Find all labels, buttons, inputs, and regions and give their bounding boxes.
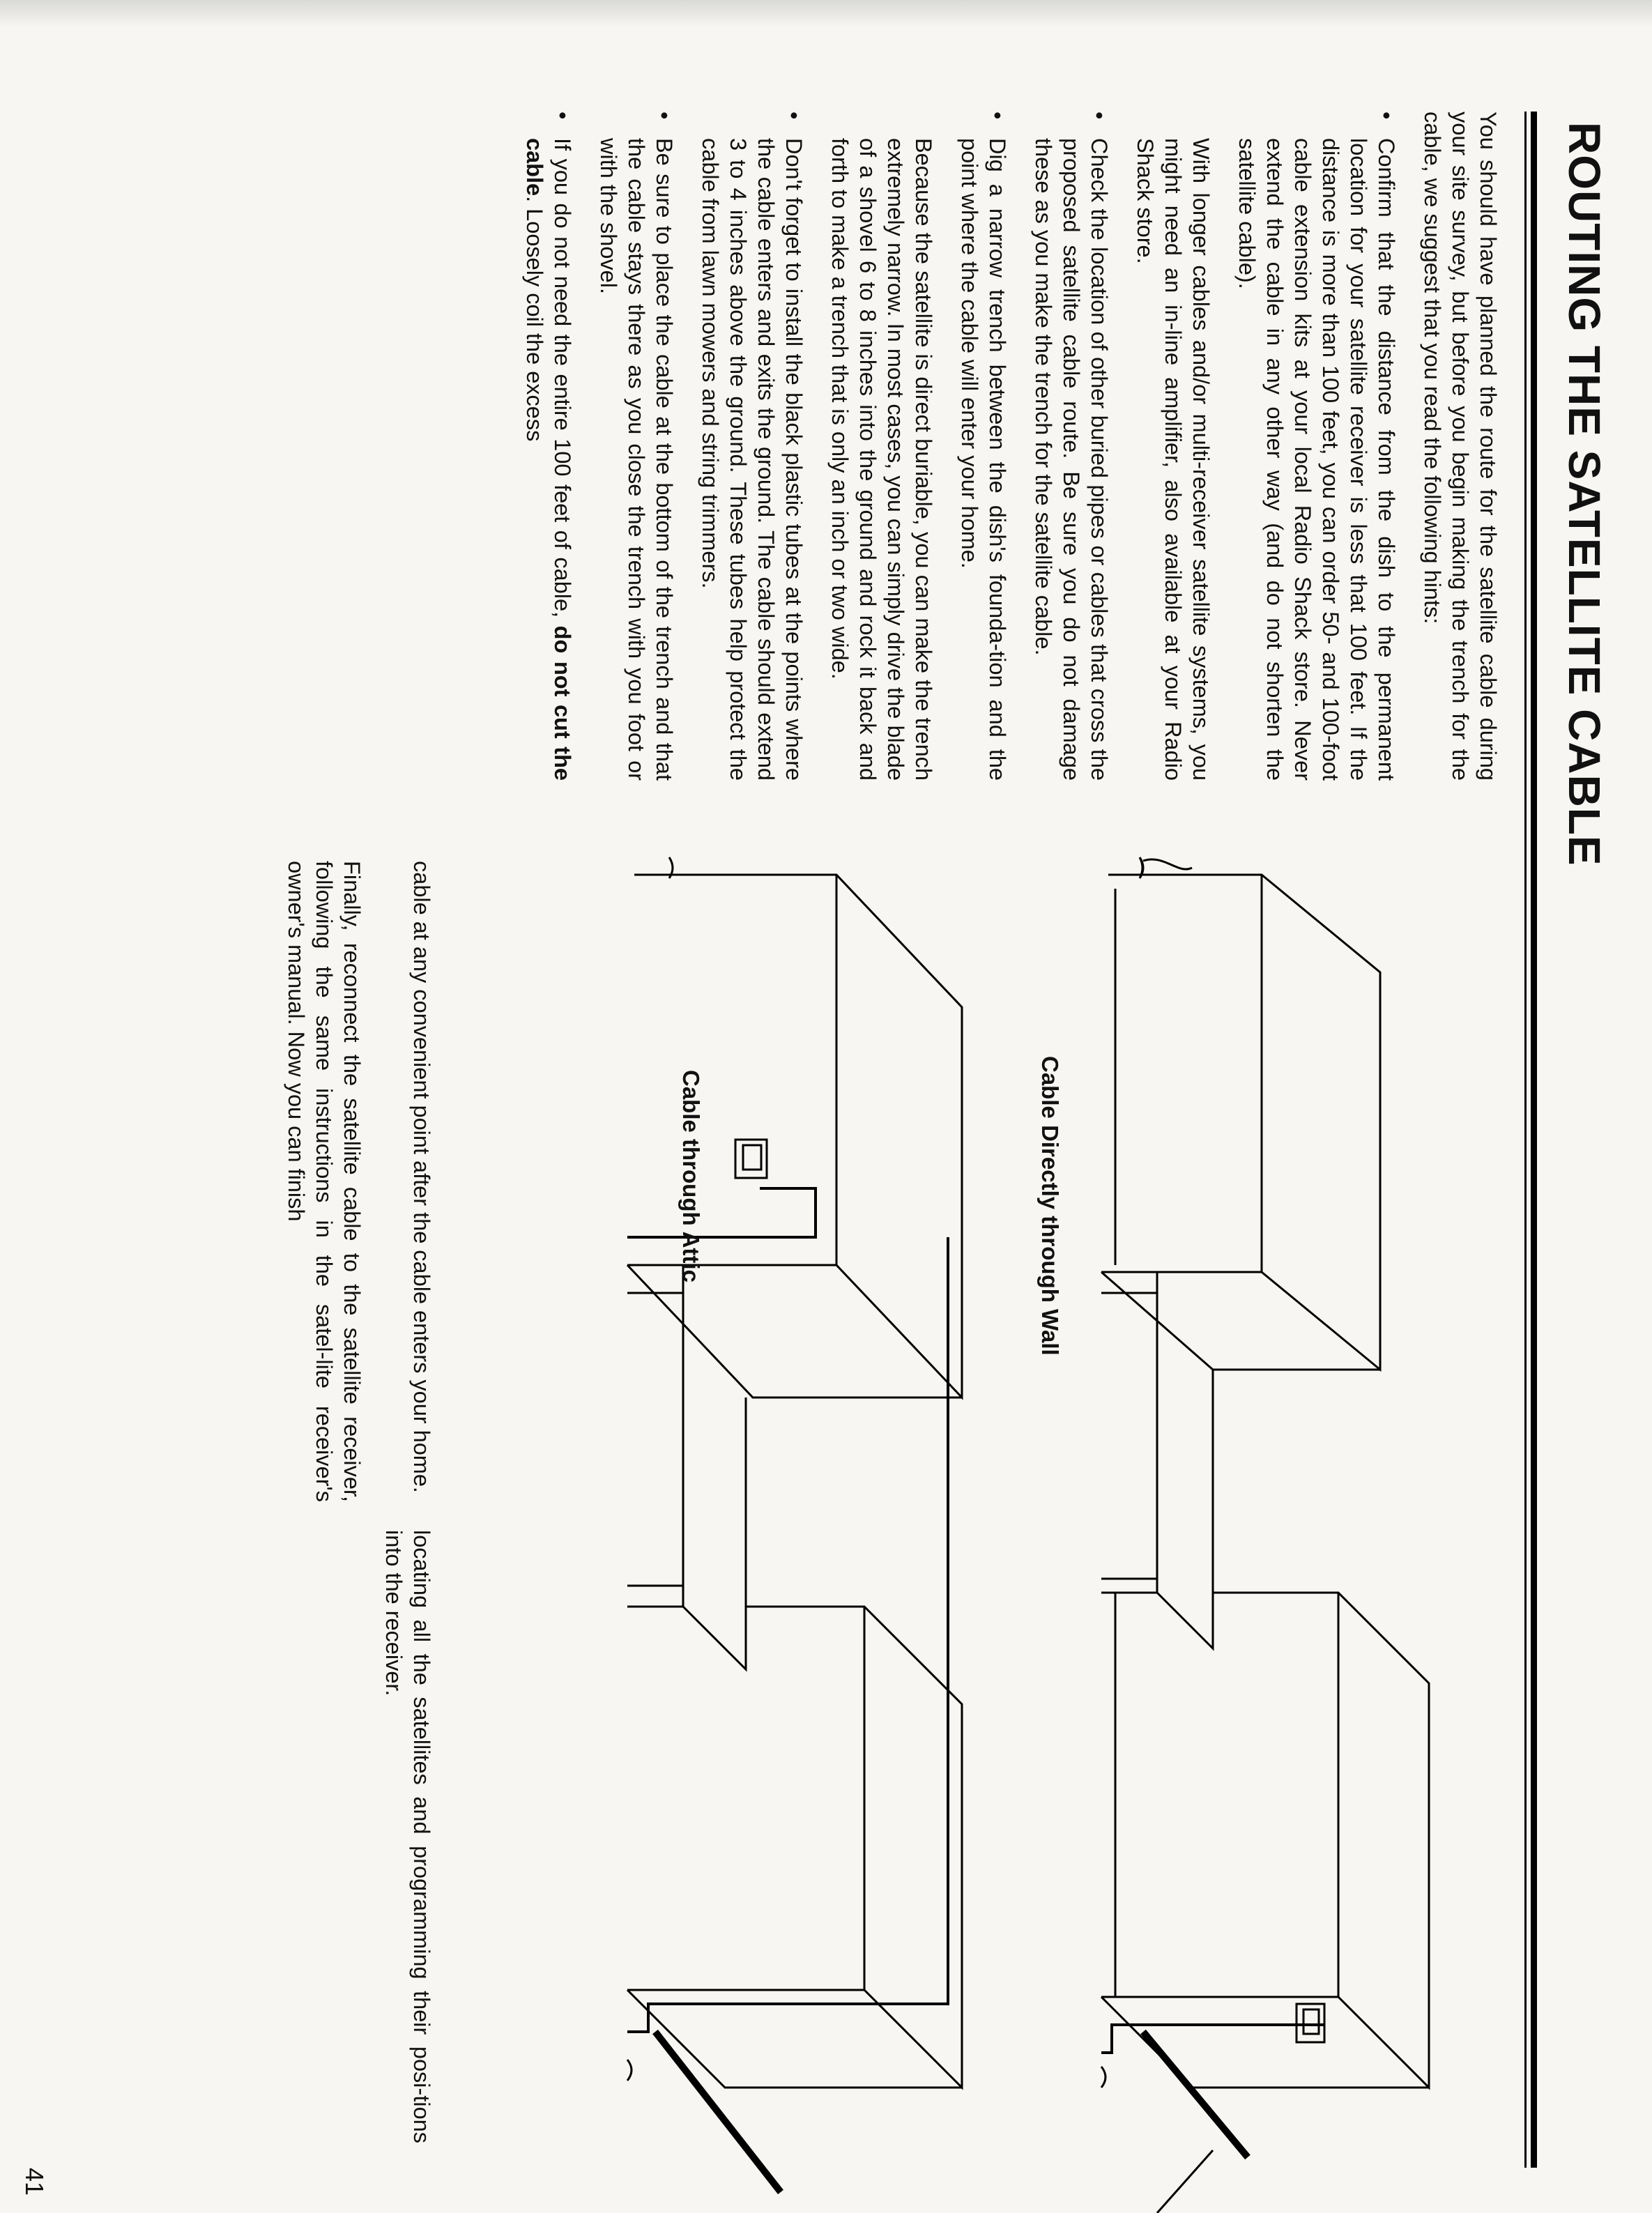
ground-tuft-right	[1101, 2067, 1106, 2088]
hint-dig-trench: • Dig a narrow trench between the dish's founda-tion and the point where the cable will enter your home.	[956, 112, 1011, 781]
porch-roof	[1101, 1272, 1213, 1648]
attic-cable-line	[627, 1188, 816, 1237]
porch-posts	[1101, 1293, 1157, 1579]
hint-do-not-cut-end: . Loosely coil the excess	[522, 196, 547, 442]
title-rule-thin	[1524, 112, 1527, 2168]
note-direct-buriable: Because the satellite is direct buriable, you can make the trench extremely narrow. In most cases, you can simply drive the blade of a shovel 6 to 8 inches into the ground and rock it back and forth to make a trench that is only an inch or two wide.	[827, 138, 936, 781]
dish-cable-end-icon	[1143, 859, 1192, 869]
tv-screen-icon	[1303, 2009, 1319, 2034]
caption-wall: Cable Directly through Wall	[1037, 1056, 1063, 1356]
caption-attic: Cable through Attic	[678, 1070, 704, 1282]
page-title: ROUTING THE SATELLITE CABLE	[1559, 122, 1609, 866]
hint-do-not-cut	[521, 112, 576, 781]
dish-antenna-icon	[1143, 2032, 1248, 2157]
hint-buried-pipes: • Check the location of other buried pipes or cables that cross the proposed satellite cable route. Be sure you do not damage these as you make the trench for the satellite cable.	[1030, 112, 1113, 781]
attic-cable-route	[627, 1237, 948, 2032]
hint-distance: • Confirm that the distance from the dish to the permanent location for your satellite receiver is less that 100 feet. If the distance is more than 100 feet, you can order 50- and 100-foot cable extension kits at your local Radio Shack store. Never extend the cable in any other way (and do not shorten the satellite cable).	[1233, 112, 1400, 781]
hint-do-not-cut-bold: do not cut the cable	[522, 138, 575, 781]
attic-house-1-walls	[627, 1265, 962, 1398]
diagram-cable-through-attic	[599, 847, 1046, 2213]
dish-arm	[1157, 2150, 1213, 2213]
left-column	[503, 112, 1502, 781]
intro-paragraph: You should have planned the route for the satellite cable during your site survey, but before you begin making the trench for the cable, we suggest that you read the following hints:	[1420, 112, 1501, 781]
finish-paragraph: locating all the satellites and programming their posi-tions into the receiver.	[381, 1530, 434, 2143]
note-longer-cables: With longer cables and/or multi-receiver satellite systems, you might need an in-line amplifier, also available at your Radio Shack store.	[1133, 138, 1214, 781]
page-number: 41	[20, 2168, 49, 2196]
house-1-roof	[1108, 875, 1380, 1370]
hint-do-not-cut-start: If you do not need the entire 100 feet of cable,	[550, 138, 575, 626]
attic-house-2-roof	[746, 1607, 962, 2088]
attic-porch-roof	[627, 1265, 746, 1669]
finally-paragraph: Finally, reconnect the satellite cable to the satellite receiver, following the same instructions in the satel-lite receiver's owner's manual. Now you can finish	[284, 861, 365, 1502]
continuation-paragraph: cable at any convenient point after the cable enters your home.	[409, 861, 434, 1493]
attic-tv-screen-icon	[743, 1145, 761, 1170]
hint-cable-bottom: • Be sure to place the cable at the bottom of the trench and that the cable stays there as you close the trench with you foot or with the shovel.	[595, 112, 678, 781]
hint-plastic-tubes: • Don't forget to install the black plastic tubes at the points where the cable enters and exits the ground. The cable should extend 3 to 4 inches above the ground. These tubes help protect the cable from lawn mowers and string trimmers.	[696, 112, 808, 781]
attic-porch-posts	[627, 1293, 683, 1586]
diagram-cable-through-wall	[1073, 847, 1492, 2213]
house-1-walls	[1101, 1272, 1380, 1370]
attic-dish-antenna-icon	[655, 2032, 781, 2192]
house-2-roof	[1213, 1593, 1429, 2088]
attic-ground-tuft-right	[627, 2060, 632, 2081]
title-rule	[1531, 112, 1537, 2168]
